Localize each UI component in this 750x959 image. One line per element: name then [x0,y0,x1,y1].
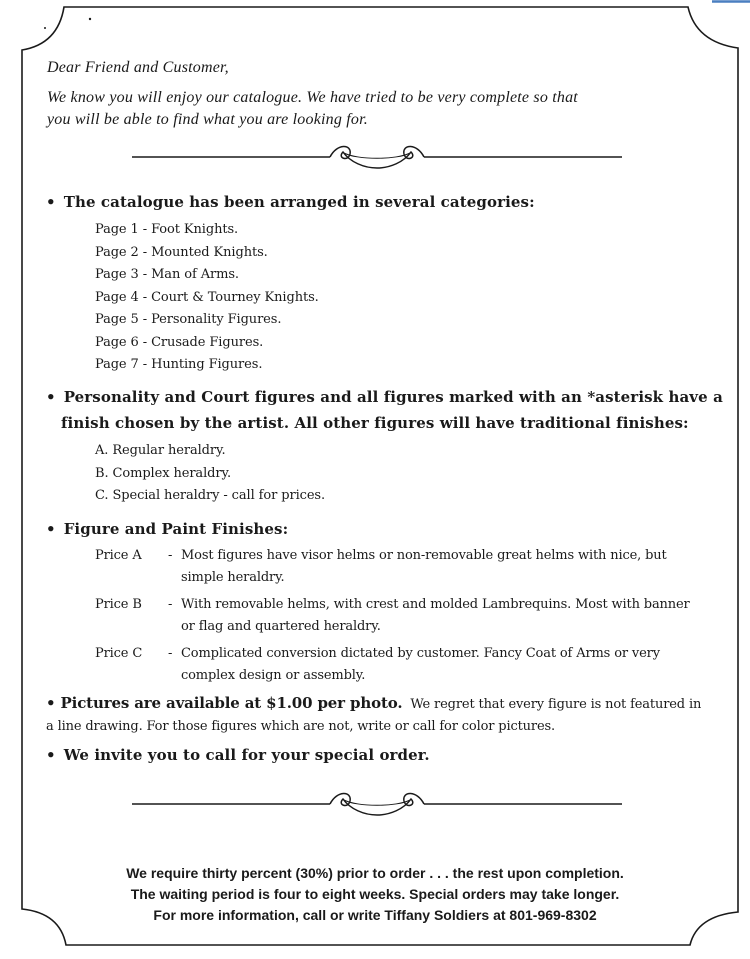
finish-list [95,440,325,508]
price-label: Price C [95,646,143,661]
corner-accent [0,0,750,10]
price-description: Most figures have visor helms or non-removable great helms with nice, but simple heraldry. [181,548,667,585]
bullet-icon: • [46,388,56,406]
pictures-paragraph: • Pictures are available at $1.00 per photo. We regret that every figure is not featured in a line drawing. For those figures which are not, write or call for color pictures. [46,694,702,734]
footer-line-3: For more information, call or write Tiffany Soldiers at 801-969-8302 [153,907,597,923]
price-description: Complicated conversion dictated by customer. Fancy Coat of Arms or very complex design or assembly. [181,646,660,683]
price-label: Price B [95,597,142,612]
list-item: Page 3 - Man of Arms. [95,267,239,282]
scroll-ornament-icon [132,140,622,176]
category-list [95,219,319,377]
finishes-heading-line-2: finish chosen by the artist. All other figures will have traditional finishes: [61,414,689,432]
list-item: C. Special heraldry - call for prices. [95,488,326,503]
list-item: Page 6 - Crusade Figures. [95,334,264,350]
paint-heading: • Figure and Paint Finishes: [46,520,289,538]
intro-line-2: you will be able to find what you are looking for. [47,111,368,128]
finishes-heading: • Personality and Court figures and all figures marked with an *asterisk have a finish chosen by the artist. All other figures will have traditional finishes: [46,384,726,436]
bullet-icon: • [46,193,56,211]
list-item: Page 2 - Mounted Knights. [95,244,268,260]
invite-line: • We invite you to call for your special order. [46,746,430,764]
scroll-ornament-icon [132,787,622,823]
price-item: Price C - Complicated conversion dictated by customer. Fancy Coat of Arms or very complex design or assembly. [95,643,695,687]
footer-line-1: We require thirty percent (30%) prior to order . . . the rest upon completion. [126,865,624,881]
list-item: Page 5 - Personality Figures. [95,312,282,327]
list-item: A. Regular heraldry. [95,443,226,458]
list-item: Page 7 - Hunting Figures. [95,357,263,372]
footer-notice [60,863,690,926]
price-list [95,545,695,692]
bullet-icon: • [46,746,56,764]
list-item: Page 4 - Court & Tourney Knights. [95,289,319,305]
list-item: Page 1 - Foot Knights. [95,222,239,237]
categories-heading: • The catalogue has been arranged in several categories: [46,193,535,211]
footer-line-2: The waiting period is four to eight weeks. Special orders may take longer. [130,886,620,902]
price-item: Price A - Most figures have visor helms or non-removable great helms with nice, but simple heraldry. [95,545,695,589]
bullet-icon: • [46,520,56,538]
price-description: With removable helms, with crest and molded Lambrequins. Most with banner or flag and quartered heraldry. [181,597,690,634]
price-label: Price A [95,548,142,563]
price-item: Price B - With removable helms, with crest and molded Lambrequins. Most with banner or flag and quartered heraldry. [95,594,695,638]
greeting: Dear Friend and Customer, [47,59,229,76]
pictures-lead: Pictures are available at $1.00 per photo. [60,694,403,712]
intro-line-1: We know you will enjoy our catalogue. We have tried to be very complete so that [47,89,578,106]
pictures-text: We regret that every figure is not featured in a line drawing. For those figures which are not, write or call for color pictures. [46,697,702,734]
list-item: B. Complex heraldry. [95,465,232,481]
